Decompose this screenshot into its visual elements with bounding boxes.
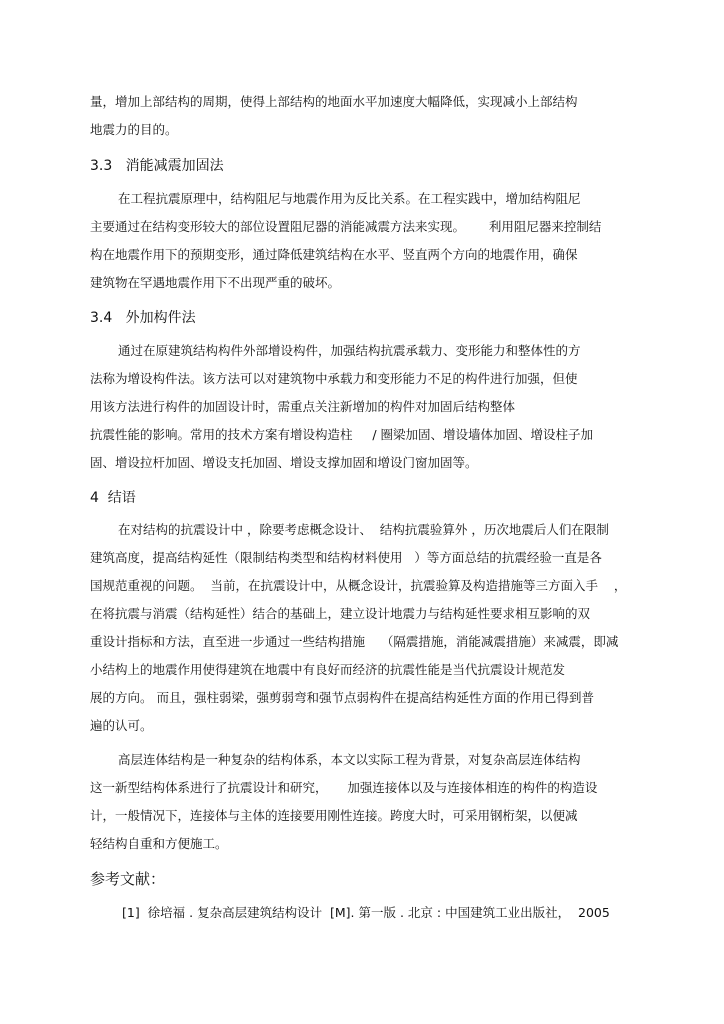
s34-line-4: 抗震性能的影响。常用的技术方案有增设构造柱 / 圈梁加固、增设墙体加固、增设柱子加 [90,427,594,442]
s33-line-2: 主要通过在结构变形较大的部位设置阻尼器的消能减震方法来实现。 利用阻尼器来控制结 [90,219,602,234]
s4b-line-2: 这一新型结构体系进行了抗震设计和研究， 加强连接体以及与连接体相连的构件的构造设 [90,780,598,795]
s34-line-2: 法称为增设构件法。该方法可以对建筑物中承载力和变形能力不足的构件进行加强，但使 [90,371,578,386]
s4-line-1: 在对结构的抗震设计中 ，除要考虑概念设计、 结构抗震验算外 ，历次地震后人们在限制 [118,522,609,537]
s33-line-3: 构在地震作用下的预期变形，通过降低建筑结构在水平、竖直两个方向的地震作用，确保 [90,247,578,262]
s34-line-1: 通过在原建筑结构构件外部增设构件，加强结构抗震承载力、变形能力和整体性的方 [118,343,581,358]
heading-3-3: 3.3 消能减震加固法 [90,158,224,174]
s4b-line-4: 轻结构自重和方便施工。 [90,836,228,851]
s34-line-3: 用该方法进行构件的加固设计时，需重点关注新增加的构件对加固后结构整体 [90,399,516,414]
s4-line-2: 建筑高度，提高结构延性（限制结构类型和结构材料使用 ）等方面总结的抗震经验一直是各 [90,550,602,565]
s4-line-3: 国规范重视的问题。 当前，在抗震设计中，从概念设计，抗震验算及构造措施等三方面入手 ， [90,578,627,593]
s4b-line-3: 计，一般情况下，连接体与主体的连接要用刚性连接。跨度大时，可采用钢桁架，以便减 [90,808,578,823]
s4b-line-1: 高层连体结构是一种复杂的结构体系，本文以实际工程为背景，对复杂高层连体结构 [118,752,581,767]
s33-line-1: 在工程抗震原理中，结构阻尼与地震作用为反比关系。在工程实践中，增加结构阻尼 [118,191,581,206]
s33-line-4: 建筑物在罕遇地震作用下不出现严重的破坏。 [90,275,341,290]
s4-line-7: 展的方向。 而且，强柱弱梁，强剪弱弯和强节点弱构件在提高结构延性方面的作用已得到普 [90,690,594,705]
heading-references: 参考文献： [90,870,166,888]
s4-line-5: 重设计指标和方法，直至进一步通过一些结构措施 （隔震措施，消能减震措施）来减震，即减 [90,634,619,649]
heading-3-4: 3.4 外加构件法 [90,310,196,326]
heading-4: 4 结语 [90,490,136,506]
reference-item: [1] 徐培福 . 复杂高层建筑结构设计 [M]. 第一版 . 北京 : 中国建筑工业出版社， 2005 [122,905,610,920]
s34-line-5: 固、增设拉杆加固、增设支托加固、增设支撑加固和增设门窗加固等。 [90,455,478,470]
s4-line-8: 遍的认可。 [90,718,153,733]
intro-line-2: 地震力的目的。 [90,122,178,137]
intro-line-1: 量，增加上部结构的周期，使得上部结构的地面水平加速度大幅降低，实现减小上部结构 [90,94,578,109]
s4-line-4: 在将抗震与消震（结构延性）结合的基础上，建立设计地震力与结构延性要求相互影响的双 [90,606,591,621]
s4-line-6: 小结构上的地震作用使得建筑在地震中有良好而经济的抗震性能是当代抗震设计规范发 [90,662,566,677]
